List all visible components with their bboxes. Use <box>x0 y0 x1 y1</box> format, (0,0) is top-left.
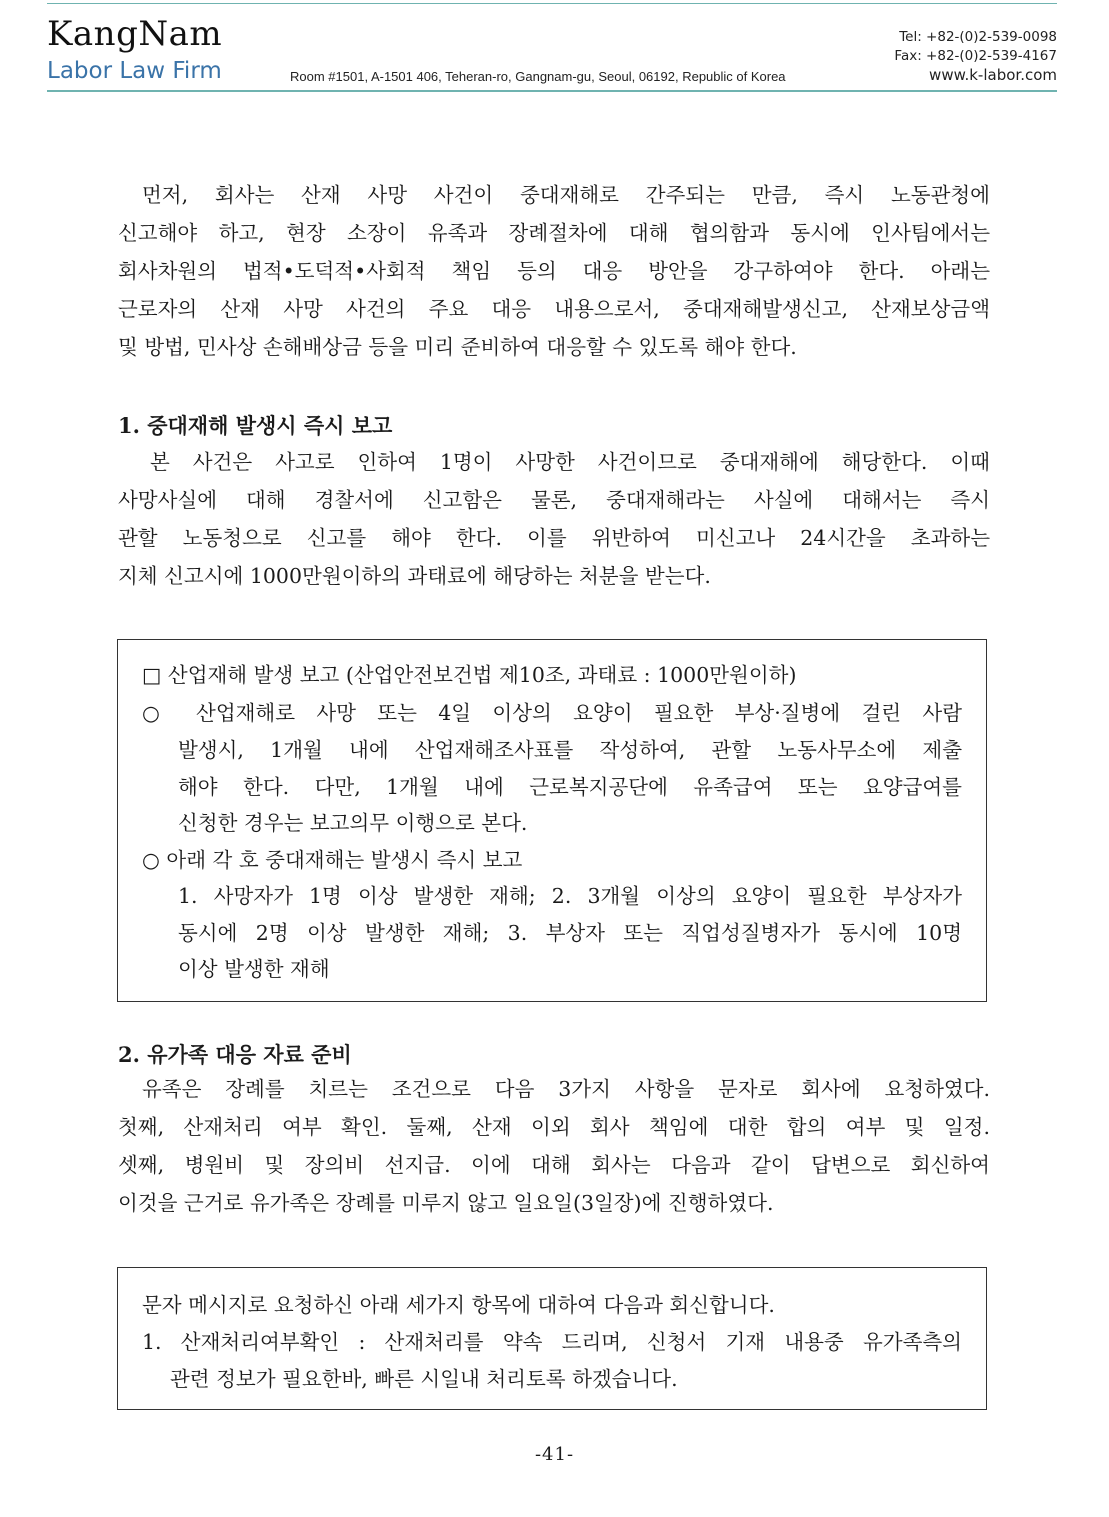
fax-number: Fax: +82-(0)2-539-4167 <box>894 48 1057 64</box>
section1-heading: 1. 중대재해 발생시 즉시 보고 <box>118 413 393 438</box>
box-item2-line: 이상 발생한 재해 <box>178 957 330 981</box>
intro-line: 신고해야 하고, 현장 소장이 유족과 장례절차에 대해 협의함과 동시에 인사팀에서는 <box>118 221 990 245</box>
header-bottom-rule <box>47 90 1057 92</box>
section1-line: 지체 신고시에 1000만원이하의 과태료에 해당하는 처분을 받는다. <box>118 564 711 588</box>
contact-block <box>894 28 1057 85</box>
section2-heading: 2. 유가족 대응 자료 준비 <box>118 1042 352 1067</box>
section1-line: 사망사실에 대해 경찰서에 신고함은 물론, 중대재해라는 사실에 대해서는 즉시 <box>118 488 990 512</box>
page-number: -41- <box>534 1444 575 1465</box>
brand-subtitle: Labor Law Firm <box>47 58 222 84</box>
tel-number: Tel: +82-(0)2-539-0098 <box>899 29 1057 45</box>
reply-message-box <box>117 1267 987 1410</box>
box-title: □ 산업재해 발생 보고 (산업안전보건법 제10조, 과태료 : 1000만원이하) <box>142 663 797 687</box>
reply-line: 문자 메시지로 요청하신 아래 세가지 항목에 대하여 다음과 회신합니다. <box>142 1293 775 1317</box>
box-item1-line: 신청한 경우는 보고의무 이행으로 본다. <box>178 811 528 835</box>
section2-line: 첫째, 산재처리 여부 확인. 둘째, 산재 이외 회사 책임에 대한 합의 여부 및 일정. <box>118 1115 990 1139</box>
section1-paragraph <box>118 443 990 595</box>
intro-line: 먼저, 회사는 산재 사망 사건이 중대재해로 간주되는 만큼, 즉시 노동관청에 <box>142 183 990 207</box>
firm-address: Room #1501, A-1501 406, Teheran-ro, Gangnam-gu, Seoul, 06192, Republic of Korea <box>290 69 786 84</box>
report-requirements-box <box>117 639 987 1002</box>
brand-name: KangNam <box>47 14 223 54</box>
section2-line: 이것을 근거로 유가족은 장례를 미루지 않고 일요일(3일장)에 진행하였다. <box>118 1191 774 1215</box>
header-top-rule <box>47 3 1057 4</box>
section1-line: 관할 노동청으로 신고를 해야 한다. 이를 위반하여 미신고나 24시간을 초과하는 <box>118 526 990 550</box>
box-item1-line: ○ 산업재해로 사망 또는 4일 이상의 요양이 필요한 부상·질병에 걸린 사람 <box>142 701 962 725</box>
website-link[interactable]: www.k-labor.com <box>929 66 1057 84</box>
intro-line: 및 방법, 민사상 손해배상금 등을 미리 준비하여 대응할 수 있도록 해야 한다. <box>118 335 797 359</box>
box-item1-line: 발생시, 1개월 내에 산업재해조사표를 작성하여, 관할 노동사무소에 제출 <box>178 738 962 762</box>
section1-line: 본 사건은 사고로 인하여 1명이 사망한 사건이므로 중대재해에 해당한다. 이때 <box>150 450 990 474</box>
section2-line: 유족은 장례를 치르는 조건으로 다음 3가지 사항을 문자로 회사에 요청하였다. <box>142 1077 990 1101</box>
box-item2-line: 동시에 2명 이상 발생한 재해; 3. 부상자 또는 직업성질병자가 동시에 10명 <box>178 921 962 945</box>
box-item2-line: ○ 아래 각 호 중대재해는 발생시 즉시 보고 <box>142 848 523 872</box>
intro-line: 회사차원의 법적•도덕적•사회적 책임 등의 대응 방안을 강구하여야 한다. 아래는 <box>118 259 990 283</box>
section2-paragraph <box>118 1070 990 1222</box>
box-item1-line: 해야 한다. 다만, 1개월 내에 근로복지공단에 유족급여 또는 요양급여를 <box>178 775 962 799</box>
box-item2-line: 1. 사망자가 1명 이상 발생한 재해; 2. 3개월 이상의 요양이 필요한 부상자가 <box>178 884 962 908</box>
intro-paragraph <box>118 176 990 366</box>
intro-line: 근로자의 산재 사망 사건의 주요 대응 내용으로서, 중대재해발생신고, 산재보상금액 <box>118 297 990 321</box>
reply-line: 1. 산재처리여부확인 : 산재처리를 약속 드리며, 신청서 기재 내용중 유가족측의 <box>142 1330 962 1354</box>
letterhead <box>47 0 1057 94</box>
reply-line: 관련 정보가 필요한바, 빠른 시일내 처리토록 하겠습니다. <box>170 1367 678 1391</box>
section2-line: 셋째, 병원비 및 장의비 선지급. 이에 대해 회사는 다음과 같이 답변으로 회신하여 <box>118 1153 990 1177</box>
